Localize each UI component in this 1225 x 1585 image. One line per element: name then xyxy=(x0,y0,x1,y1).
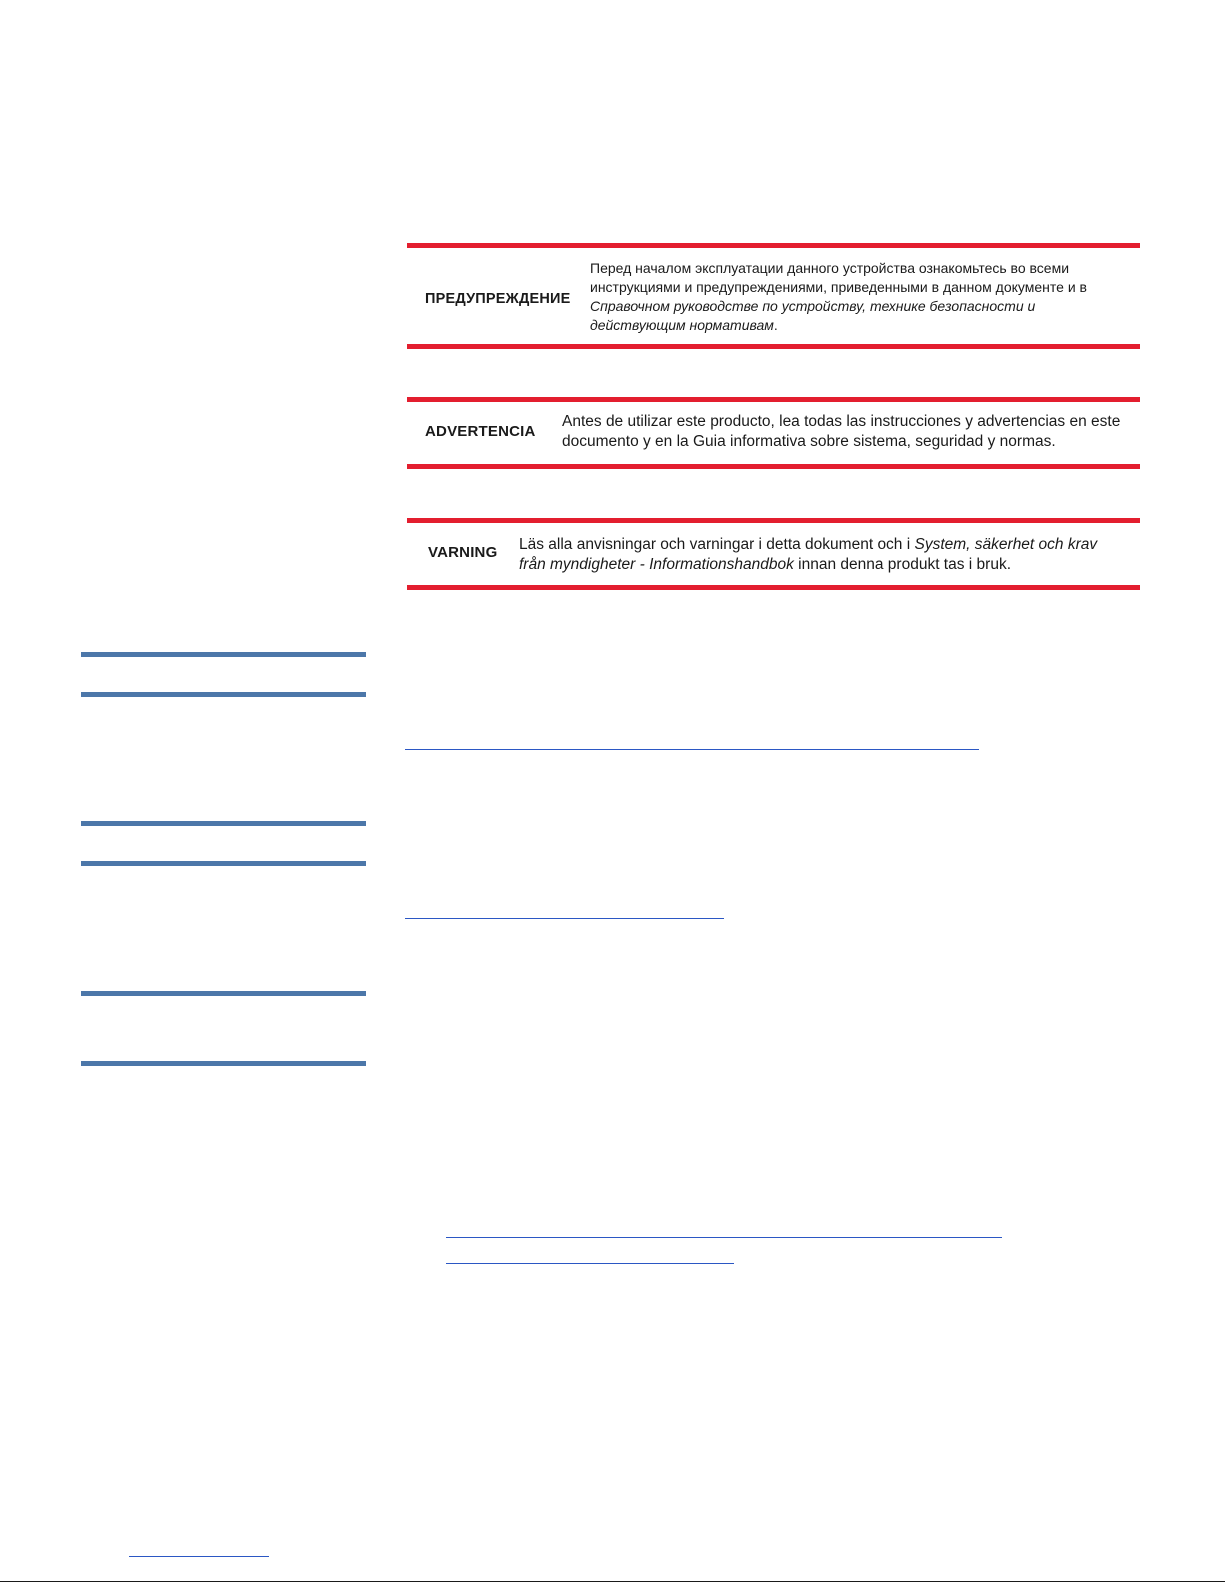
hyperlink-underline-3[interactable] xyxy=(446,1237,1002,1238)
warning-text-swedish-post: innan denna produkt tas i bruk. xyxy=(793,556,1012,573)
warning-text-russian-italic: Справочном руководстве по устройству, технике безопасности и действующим нормативам xyxy=(590,298,1036,333)
section-rule-1-top xyxy=(81,652,366,657)
warning-box-spanish xyxy=(407,397,1140,469)
hyperlink-underline-4[interactable] xyxy=(446,1263,734,1264)
hyperlink-underline-1[interactable] xyxy=(405,749,979,750)
warning-text-spanish: Antes de utilizar este producto, lea todas las instrucciones y advertencias en este documento y en la Guia informativa sobre sistema, seguridad y normas. xyxy=(562,413,1121,450)
warning-label-spanish: ADVERTENCIA xyxy=(425,423,536,440)
warning-box-russian xyxy=(407,243,1140,349)
section-rule-2-top xyxy=(81,821,366,826)
warning-text-russian-post: . xyxy=(773,317,778,333)
warning-text-swedish-pre: Läs alla anvisningar och varningar i detta dokument och i xyxy=(519,536,915,553)
section-rule-3-top xyxy=(81,991,366,996)
hyperlink-underline-2[interactable] xyxy=(405,918,724,919)
warning-text-russian-pre: Перед началом эксплуатации данного устройства ознакомьтесь во всеми инструкциями и предупреждениями, приведенными в данном документе и в xyxy=(590,260,1087,295)
warning-box-swedish xyxy=(407,518,1140,590)
warning-label-russian: ПРЕДУПРЕЖДЕНИЕ xyxy=(425,291,571,307)
section-rule-2-bottom xyxy=(81,861,366,866)
section-rule-3-bottom xyxy=(81,1061,366,1066)
hyperlink-underline-5[interactable] xyxy=(129,1556,269,1557)
warning-label-swedish: VARNING xyxy=(428,544,498,561)
warning-text-swedish xyxy=(519,535,1109,575)
warning-text-russian xyxy=(590,259,1090,335)
section-rule-1-bottom xyxy=(81,692,366,697)
footer-rule xyxy=(0,1581,1225,1582)
warning-text-swedish-italic: System, säkerhet och krav från myndigheter - Informationshandbok xyxy=(519,536,1098,573)
